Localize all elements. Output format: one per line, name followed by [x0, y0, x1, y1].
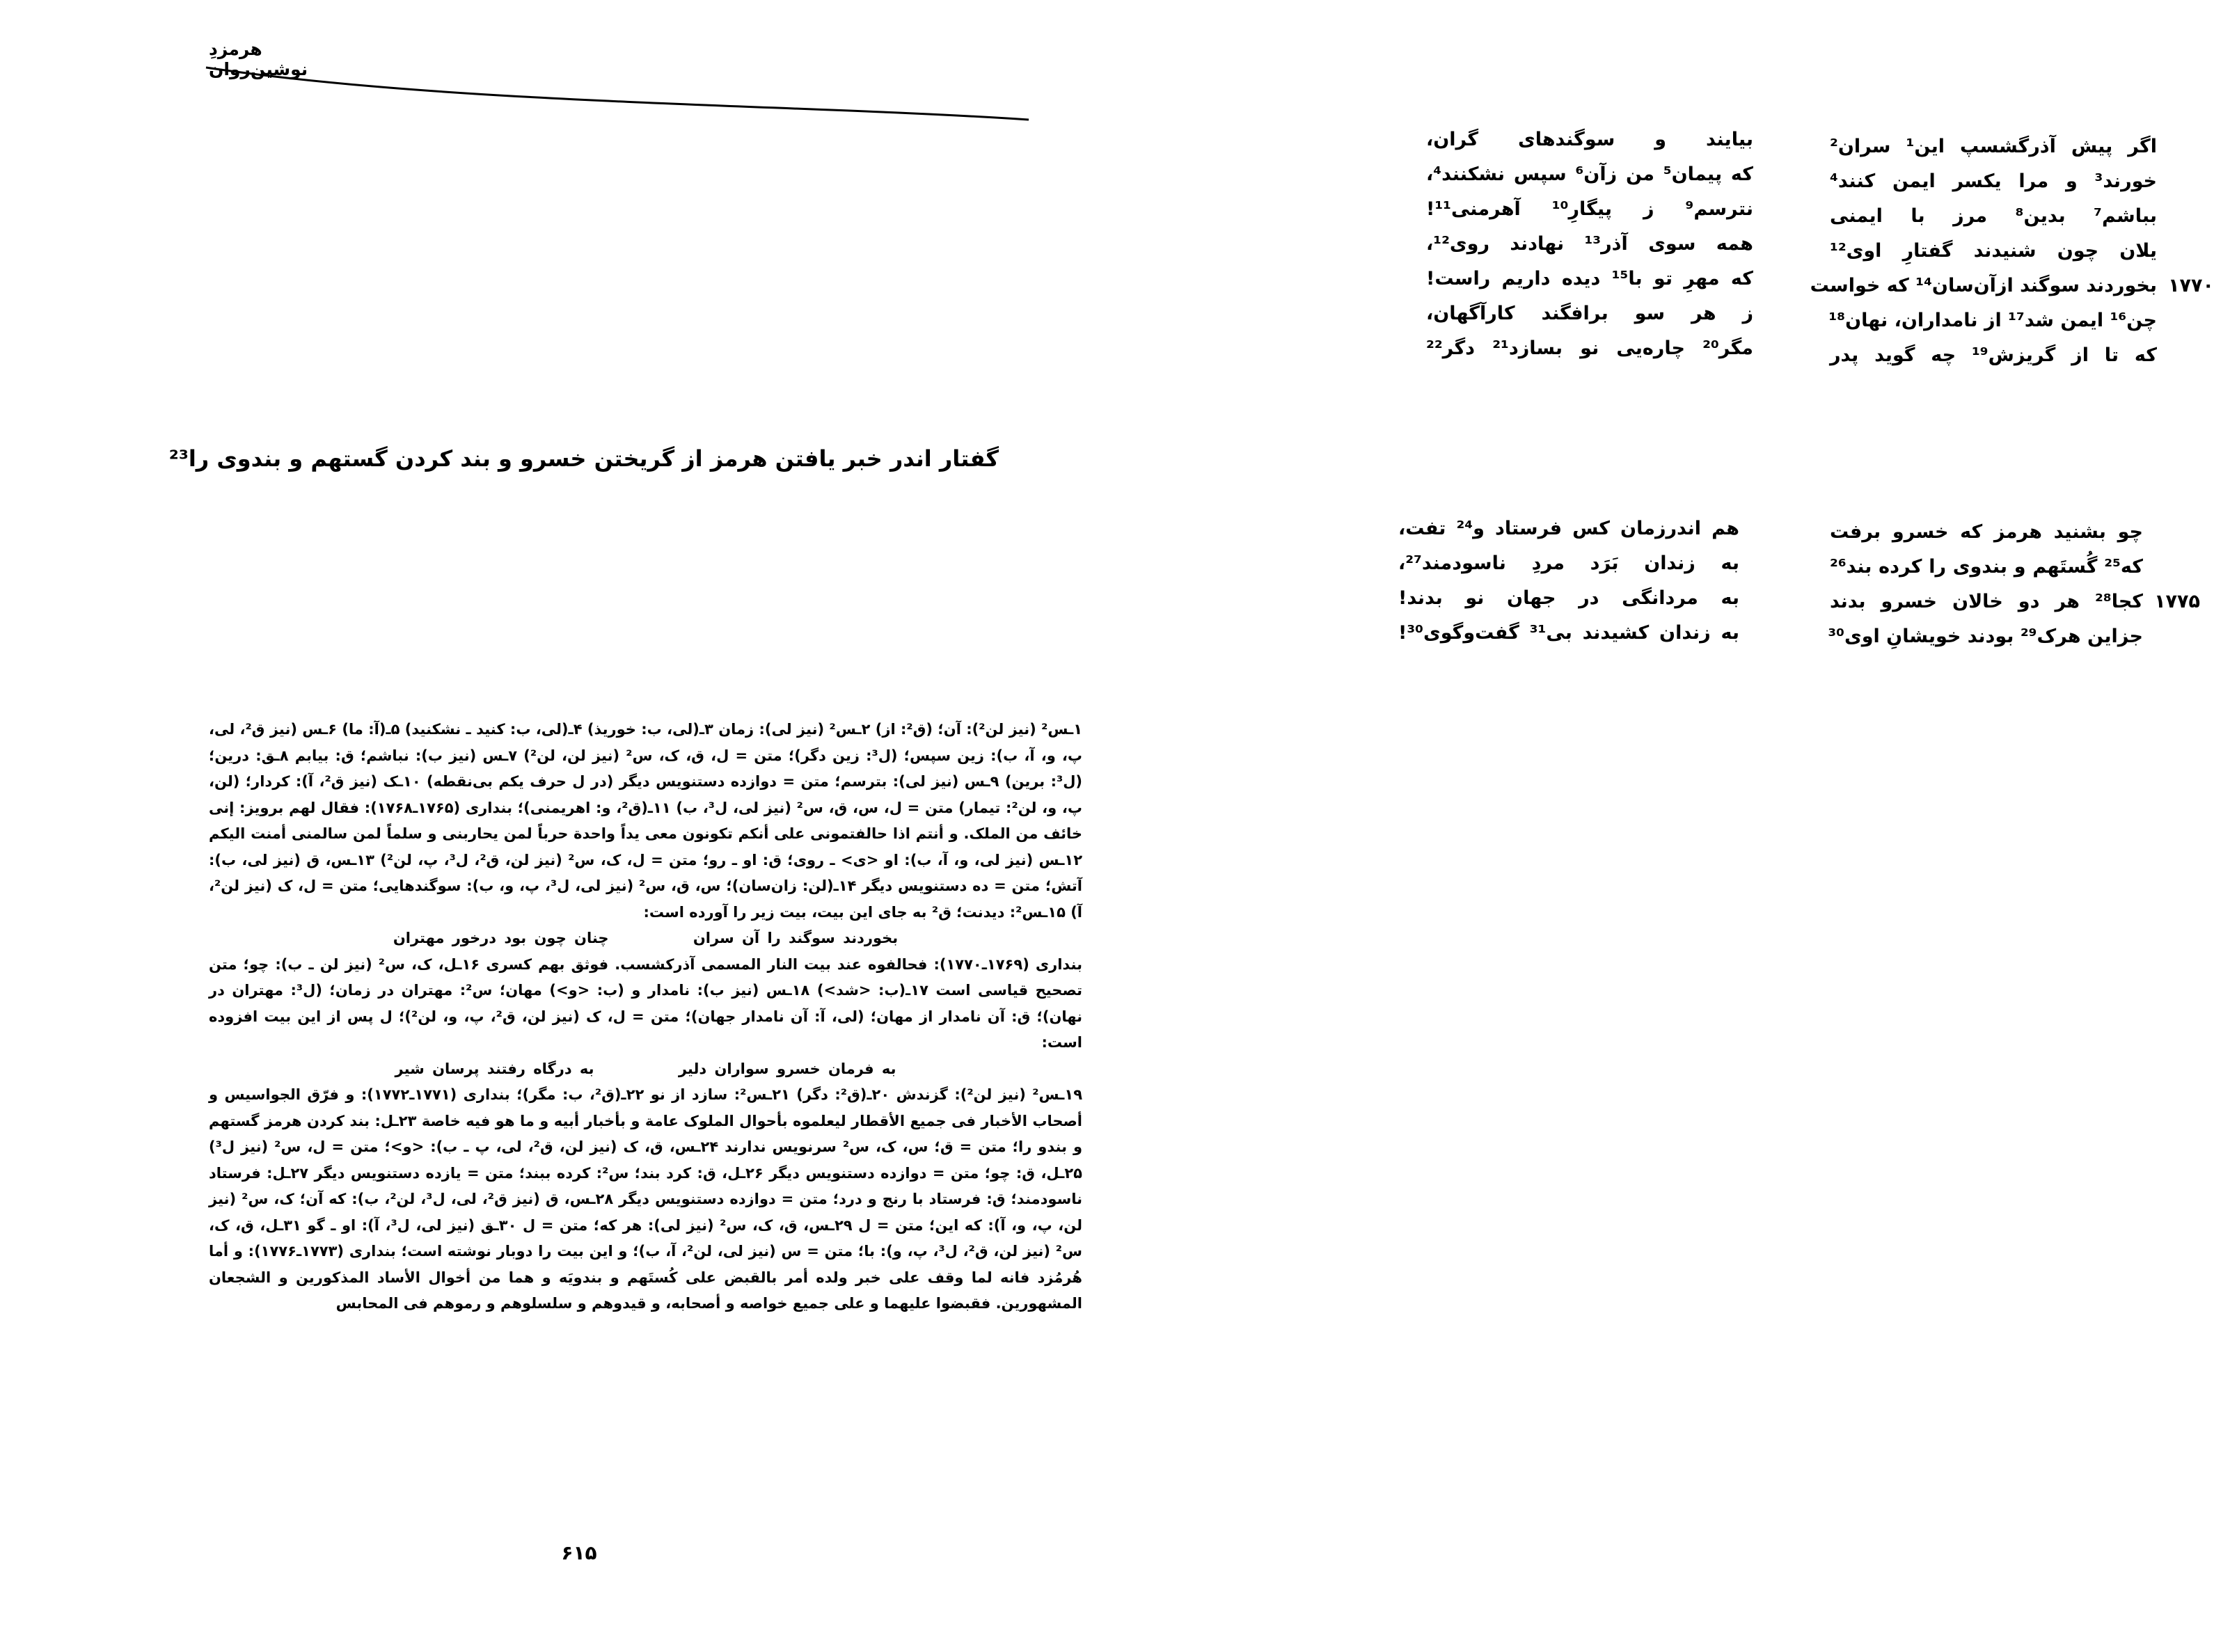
- verse-text: خورند³ و مرا یکسر ایمن کنند⁴: [1830, 170, 2157, 192]
- footnote-paragraph: ۱ـس² (نیز لن²): آن؛ (ق²: از) ۲ـس² (نیز لی): زمان ۳ـ(لی، ب: خوریذ) ۴ـ(لی، ب: کنید ـ نشکنید) ۵ـ(آ: ما) ۶ـس (نیز ق²، لی، پ، و، آ، ب): زین سپس؛ (ل³: زین دگر)؛ متن = ل، ق، ک، س² (نیز لن، لن²) ۷ـس (نیز ب): نباشم؛ ق: بیابم ۸ـق: درین؛ (ل³: برین) ۹ـس (نیز لی): بترسم؛ متن = دوازده دستنویس دیگر (در ل حرف یکم بی‌نقطه) ۱۰ـک (نیز ق²، آ): کردار؛ (لن، پ، و، لن²: تیمار) متن = ل، س، ق، س² (نیز لی، ل³، ب) ۱۱ـ(ق²، و: اهریمنی)؛ بنداری (۱۷۶۵ـ۱۷۶۸): فقال لهم برویز: إنی خائف من الملک. و أنتم اذا حالفتمونی علی أنکم تکونون معی یداً واحدة حرباً لمن یحاربنی و سلماً لمن سالمنی أمنت الیکم ۱۲ـس (نیز لی، و، آ، ب): او <ی> ـ روی؛ ق: او ـ رو؛ متن = ل، ک، س² (نیز لن، ق²، ل³، پ، لن²) ۱۳ـس، ق (نیز لی، ب): آتش؛ متن = ده دستنویس دیگر ۱۴ـ(لن: زان‌سان)؛ س، ق، س² (نیز لی، ل³، پ، و، ب): سوگندهایی؛ متن = ل، ک (نیز لن²، آ) ۱۵ـس²: دیدنت؛ ق² به جای این بیت، بیت زیر را آورده است:: [209, 721, 1083, 921]
- verse-line: [1426, 122, 1753, 157]
- verse-text: بخوردند سوگند ازآن‌سان¹⁴ که خواست: [1810, 275, 2157, 296]
- verse-line: [1830, 338, 2157, 373]
- verse-text: هم اندرزمان کس فرستاد و²⁴ تفت،: [1398, 518, 1739, 539]
- verse-line: [1398, 511, 1739, 546]
- running-title: هرمزدِ نوشین‌روان: [209, 39, 308, 79]
- footnote-paragraph: ۱۹ـس² (نیز لن²): گزندش ۲۰ـ(ق²: دگر) ۲۱ـس²: سازد از نو ۲۲ـ(ق²، ب: مگر)؛ بنداری (۱۷۷۱ـ۱۷۷۲): و فرّق الجواسیس و أصحاب الأخبار فی جمیع الأقطار لیعلموه بأحوال الملوک عامة و بأخبار أبیه و ما هو فیه خاصة ۲۳ـل: بند کردن هرمز گستهم و بندو را؛ متن = ق؛ س، ک، س² سرنویس ندارند ۲۴ـس، ق، ک (نیز لن، ق²، لی، پ ـ ب): <و>؛ متن = ل، س² (نیز ل³) ۲۵ـل، ق: چو؛ متن = دوازده دستنویس دیگر ۲۶ـل، ق: کرد بند؛ س²: کرده ببند؛ متن = یازده دستنویس دیگر ۲۷ـل: فرستاد ناسودمند؛ ق: فرستاد با رنج و درد؛ متن = دوازده دستنویس دیگر ۲۸ـس، ق (نیز ق²، لی، ل³، لن²، ب): که آن؛ ک، س² (نیز لن، پ، و، آ): که این؛ متن = ل ۲۹ـس، ق، ک، س² (نیز لی): هر که؛ متن = ل ۳۰ـق (نیز لی، ل³، آ): او ـ گو ۳۱ـل، ق، ک، س² (نیز لن، ق²، ل³، پ، و): با؛ متن = س (نیز لی، لن²، آ، ب)؛ و این بیت را دوبار نوشته است؛ بنداری (۱۷۷۳ـ۱۷۷۶): و أما هُرمُزد فانه لما وقف علی خبر ولده أمر بالقبض علی کُستَهم و بندویَه و هما من أخوال الأساد المذکورین و الشجعان المشهورین. فقبضوا علیهما و علی جمیع خواصه و أصحابه، و قیدوهم و سلسلوهم و رموهم فی المحابس: [209, 1086, 1083, 1312]
- page-number: ۶۱۵: [561, 1541, 597, 1564]
- verse-line: [1810, 269, 2214, 303]
- verse-line: [1426, 331, 1753, 366]
- footnote-paragraph: بنداری (۱۷۶۹ـ۱۷۷۰): فحالفوه عند بیت النار المسمی آذرکشسب. فوثق بهم کسری ۱۶ـل، ک، س² (نیز لن ـ ب): چو؛ متن تصحیح قیاسی است ۱۷ـ(ب: <شد>) ۱۸ـس (نیز ب): نامدار و (ب: <و>) مهان؛ س²: مهتران در زمان؛ (ل³: مهتران در نهان)؛ ق: آن نامدار از مهان؛ (لی، آ: آن نامدار جهان)؛ متن = ل، ک (نیز لن، ق²، پ، و، لن²)؛ ل پس از این بیت افزوده است:: [209, 955, 1083, 1051]
- quoted-verse: [209, 926, 1082, 952]
- verse-text: که²⁵ گُستَهم و بندوی را کرده بند²⁶: [1830, 556, 2143, 578]
- footnotes: [209, 717, 1082, 1317]
- verse-text: جزاین هرک²⁹ بودند خویشانِ اوی³⁰: [1828, 626, 2143, 647]
- verse-text: کجا²⁸ هر دو خالان خسرو بدند: [1830, 591, 2143, 612]
- verse-line: [1426, 262, 1753, 296]
- verse-line: [1830, 515, 2143, 550]
- verse-text: به مردانگی در جهان نو بدند!: [1398, 587, 1739, 609]
- verse-line: [1830, 585, 2200, 619]
- verse-text: مگر²⁰ چاره‌یی نو بسازد²¹ دگر²²: [1426, 337, 1753, 359]
- verses-top-right-column: [1810, 129, 2214, 373]
- verse-line: [1830, 550, 2143, 585]
- quoted-hemistich: چنان چون بود درخور مهتران: [393, 930, 609, 946]
- verse-line: [1830, 164, 2157, 199]
- verse-text: ز هر سو برافگند کارآگهان،: [1426, 303, 1753, 324]
- section-heading: گفتار اندر خبر یافتن هرمز از گریختن خسرو و بند کردن گستهم و بندوی را²³: [168, 445, 999, 472]
- verse-line: [1426, 296, 1753, 331]
- quoted-hemistich: به درگاه رفتند پرسان شیر: [395, 1060, 594, 1077]
- quoted-hemistich: بخوردند سوگند را آن سران: [693, 930, 899, 946]
- verse-line: [1830, 303, 2157, 338]
- quoted-hemistich: به فرمان خسرو سواران دلیر: [678, 1060, 896, 1077]
- verse-text: که پیمان⁵ من زآن⁶ سپس نشکنند⁴،: [1426, 164, 1753, 185]
- verse-line: [1426, 192, 1753, 227]
- verse-text: اگر پیش آذرگشسپ این¹ سران²: [1830, 136, 2157, 157]
- verse-number: ۱۷۷۰: [2168, 275, 2214, 296]
- verse-text: به زندان بَرَد مردِ ناسودمند²⁷،: [1398, 553, 1739, 574]
- verse-text: که مهرِ تو با¹⁵ دیده داریم راست!: [1426, 268, 1753, 289]
- verse-line: [1426, 157, 1753, 192]
- verse-text: چو بشنید هرمز که خسرو برفت: [1830, 521, 2143, 543]
- verse-text: به زندان کشیدند بی³¹ گفت‌وگوی³⁰!: [1398, 622, 1739, 644]
- verse-text: چن¹⁶ ایمن شد¹⁷ از نامداران، نهان¹⁸: [1828, 310, 2157, 331]
- header-rule: [0, 0, 1158, 139]
- verse-number: ۱۷۷۵: [2154, 591, 2200, 612]
- quoted-verse: [209, 1056, 1082, 1083]
- verse-line: [1398, 581, 1739, 616]
- verse-line: [1426, 227, 1753, 262]
- verse-line: [1398, 546, 1739, 581]
- verse-text: یلان چون شنیدند گفتارِ اوی¹²: [1830, 240, 2157, 262]
- verse-text: بیایند و سوگندهای گران،: [1426, 129, 1753, 150]
- verse-line: [1830, 234, 2157, 269]
- verse-line: [1830, 199, 2157, 234]
- verses-top-left-column: [1426, 122, 1753, 366]
- verse-line: [1830, 129, 2157, 164]
- verses-bottom-left-column: [1398, 511, 1739, 651]
- verse-line: [1398, 616, 1739, 651]
- verse-text: بباشم⁷ بدین⁸ مرز با ایمنی: [1830, 205, 2157, 227]
- verse-line: [1830, 619, 2143, 654]
- verse-text: که تا از گریزش¹⁹ چه گوید پدر: [1830, 344, 2157, 366]
- verses-bottom-right-column: [1828, 515, 2200, 654]
- verse-text: نترسم⁹ ز پیگارِ¹⁰ آهرمنی¹¹!: [1426, 198, 1754, 220]
- verse-text: همه سوی آذر¹³ نهادند روی¹²،: [1426, 233, 1754, 255]
